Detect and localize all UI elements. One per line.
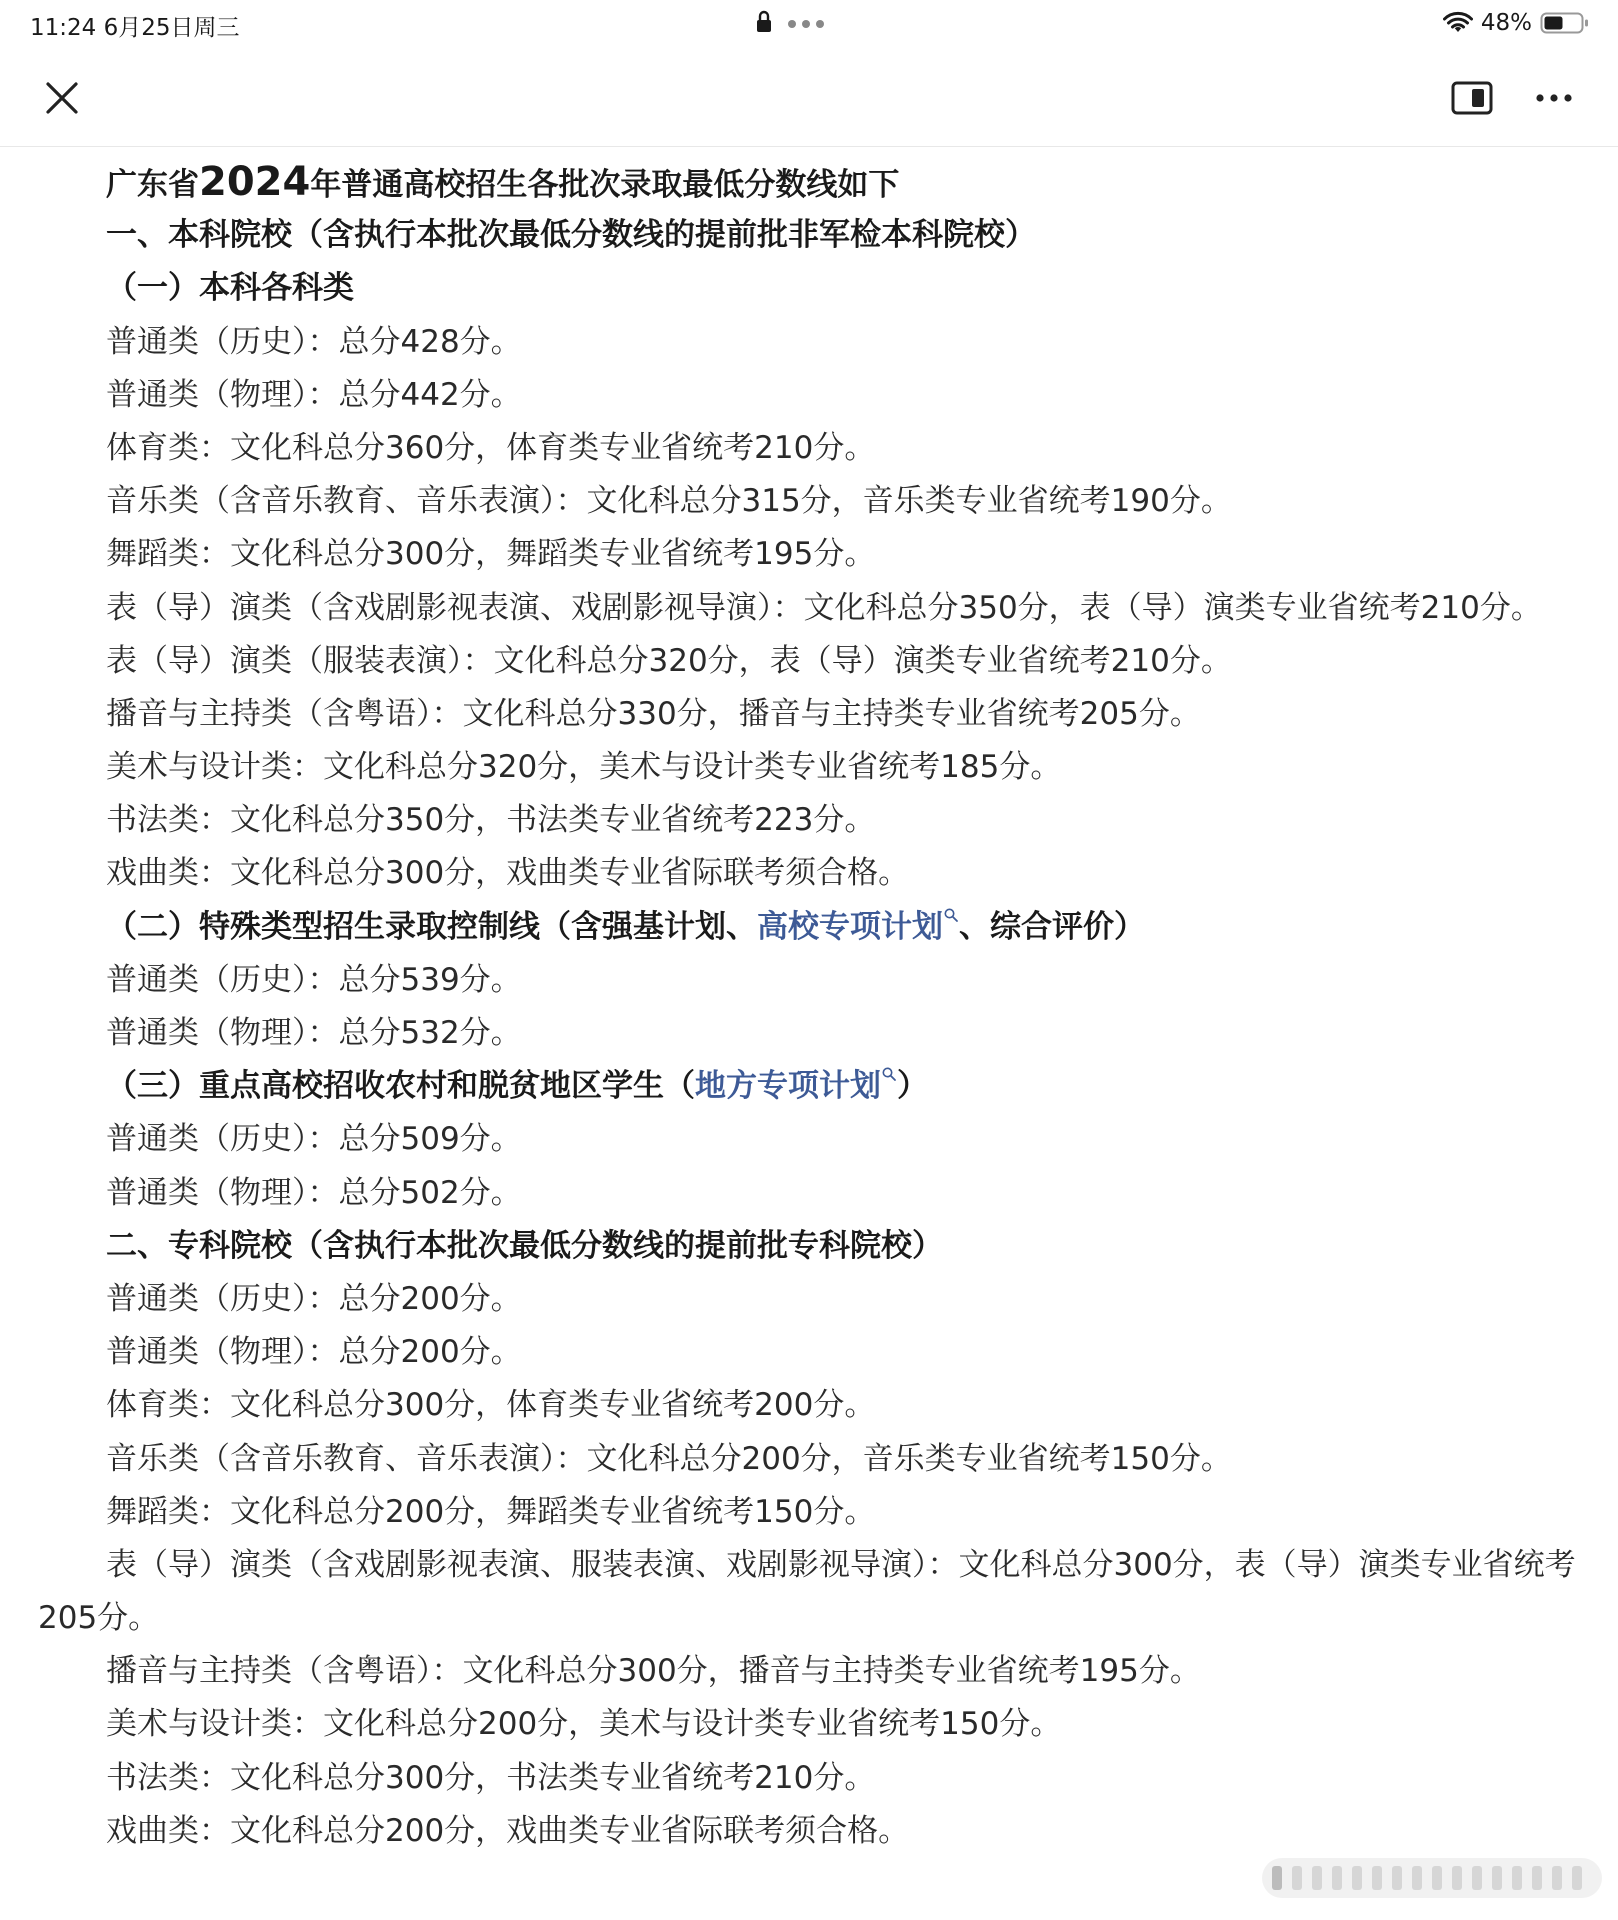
list-item-wrapped: 表（导）演类（含戏剧影视表演、戏剧影视导演）：文化科总分350分，表（导）演类专业省统考210分。 (106, 589, 1542, 626)
battery-icon (1540, 11, 1590, 35)
keyword-link[interactable]: 地方专项计划 (695, 1068, 881, 1105)
window-mode-icon[interactable] (1450, 78, 1494, 118)
list-item: 表（导）演类（服装表演）：文化科总分320分，表（导）演类专业省统考210分。 (106, 642, 1232, 679)
list-item: 普通类（物理）：总分502分。 (106, 1174, 522, 1211)
list-item: 普通类（物理）：总分532分。 (106, 1015, 522, 1052)
article-title (38, 156, 1583, 209)
scroll-indicator[interactable] (1262, 1848, 1602, 1908)
close-icon[interactable] (38, 74, 86, 122)
list-item: 美术与设计类：文化科总分320分，美术与设计类专业省统考185分。 (106, 749, 1062, 786)
list-item: 书法类：文化科总分300分，书法类专业省统考210分。 (106, 1759, 876, 1796)
section-heading: 二、专科院校（含执行本批次最低分数线的提前批专科院校） (106, 1227, 943, 1264)
list-item: 戏曲类：文化科总分200分，戏曲类专业省际联考须合格。 (106, 1812, 910, 1849)
list-item: 舞蹈类：文化科总分200分，舞蹈类专业省统考150分。 (106, 1493, 876, 1530)
list-item: 普通类（历史）：总分509分。 (106, 1121, 522, 1158)
list-item: 普通类（物理）：总分200分。 (106, 1334, 522, 1371)
title-suffix: 年普通高校招生各批次录取最低分数线如下 (310, 167, 900, 203)
subsection-heading: （一）本科各科类 (106, 270, 354, 307)
article-content (38, 156, 1583, 1858)
wifi-icon (1443, 11, 1473, 35)
list-item: 音乐类（含音乐教育、音乐表演）：文化科总分315分，音乐类专业省统考190分。 (106, 483, 1232, 520)
subsection-heading (38, 1060, 1583, 1113)
list-item-wrapped: 表（导）演类（含戏剧影视表演、服装表演、戏剧影视导演）：文化科总分300分，表（导）演类专业省统考205分。 (38, 1546, 1576, 1637)
list-item: 美术与设计类：文化科总分200分，美术与设计类专业省统考150分。 (106, 1706, 1062, 1743)
list-item: 体育类：文化科总分300分，体育类专业省统考200分。 (106, 1387, 876, 1424)
top-bar (0, 46, 1618, 147)
heading-text: （三）重点高校招收农村和脱贫地区学生（ (106, 1068, 695, 1105)
section-heading: 一、本科院校（含执行本批次最低分数线的提前批非军检本科院校） (106, 217, 1036, 254)
heading-text: 、综合评价） (959, 908, 1145, 945)
list-item: 播音与主持类（含粤语）：文化科总分300分，播音与主持类专业省统考195分。 (106, 1653, 1201, 1690)
list-item: 戏曲类：文化科总分300分，戏曲类专业省际联考须合格。 (106, 855, 910, 892)
status-time-date: 11:24 6月25日周三 (30, 15, 240, 41)
lock-icon (756, 8, 836, 38)
list-item: 普通类（历史）：总分200分。 (106, 1280, 522, 1317)
list-item: 舞蹈类：文化科总分300分，舞蹈类专业省统考195分。 (106, 536, 876, 573)
search-icon[interactable] (943, 907, 959, 923)
list-item: 体育类：文化科总分360分，体育类专业省统考210分。 (106, 429, 876, 466)
title-year: 2024 (199, 159, 311, 205)
status-right (1443, 8, 1590, 38)
status-bar (0, 0, 1618, 46)
more-icon[interactable] (1530, 78, 1578, 118)
list-item: 普通类（物理）：总分442分。 (106, 376, 522, 413)
subsection-heading (38, 901, 1583, 954)
list-item: 音乐类（含音乐教育、音乐表演）：文化科总分200分，音乐类专业省统考150分。 (106, 1440, 1232, 1477)
list-item: 普通类（历史）：总分539分。 (106, 961, 522, 998)
keyword-link[interactable]: 高校专项计划 (757, 908, 943, 945)
battery-percent: 48% (1480, 10, 1532, 36)
heading-text: （二）特殊类型招生录取控制线（含强基计划、 (106, 908, 757, 945)
list-item: 书法类：文化科总分350分，书法类专业省统考223分。 (106, 802, 876, 839)
title-prefix: 广东省 (106, 167, 199, 203)
heading-text: ） (897, 1068, 928, 1105)
list-item: 播音与主持类（含粤语）：文化科总分330分，播音与主持类专业省统考205分。 (106, 695, 1201, 732)
search-icon[interactable] (881, 1066, 897, 1082)
list-item: 普通类（历史）：总分428分。 (106, 323, 522, 360)
